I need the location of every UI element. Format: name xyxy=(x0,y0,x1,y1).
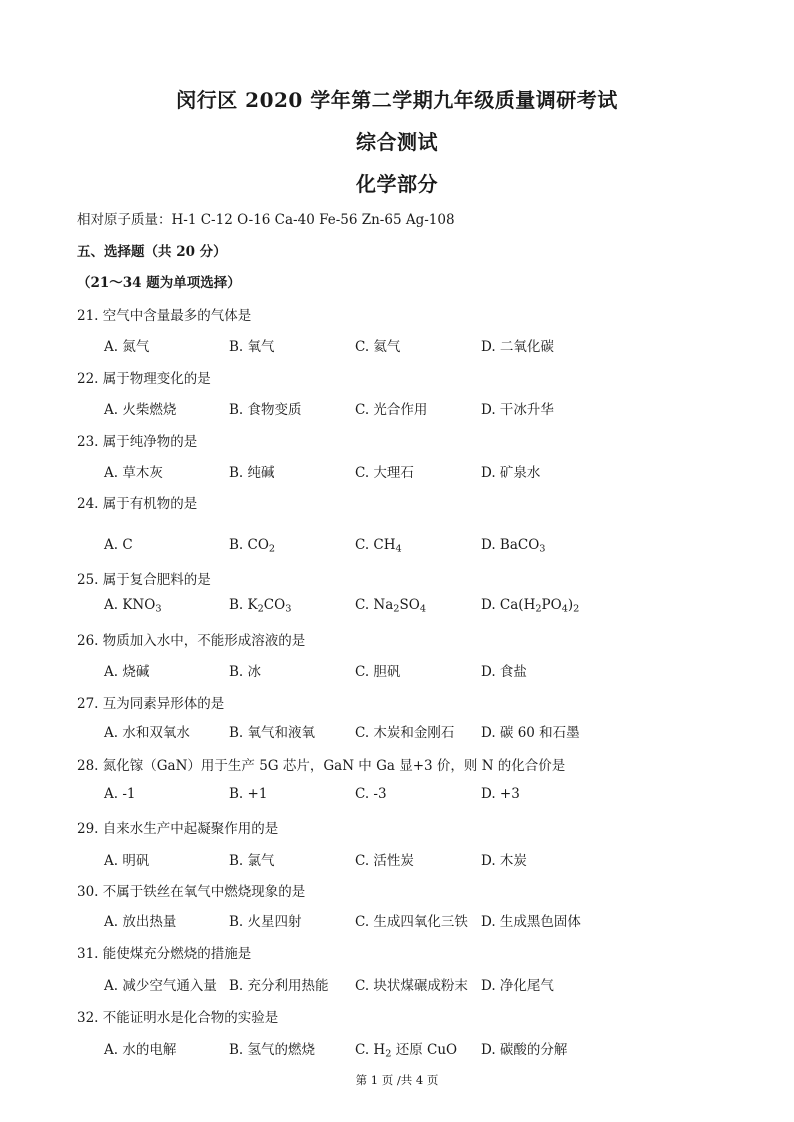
option-b: B. 充分利用热能 xyxy=(229,978,329,994)
question-options xyxy=(104,335,664,355)
option-d: D. 净化尾气 xyxy=(481,978,554,994)
question-stem: 30. 不属于铁丝在氧气中燃烧现象的是 xyxy=(77,884,306,900)
atomic-masses: 相对原子质量：H-1 C-12 O-16 Ca-40 Fe-56 Zn-65 Ag-108 xyxy=(77,212,455,228)
exam-title: 闵行区 2020 学年第二学期九年级质量调研考试 xyxy=(176,88,618,112)
option-d: D. 生成黑色固体 xyxy=(481,914,581,930)
option-c: C. 光合作用 xyxy=(355,402,428,418)
option-a: A. C xyxy=(104,537,133,553)
question-stem: 25. 属于复合肥料的是 xyxy=(77,572,211,588)
question-stem: 26. 物质加入水中，不能形成溶液的是 xyxy=(77,633,306,649)
option-a: A. 减少空气通入量 xyxy=(104,978,217,994)
question-stem: 22. 属于物理变化的是 xyxy=(77,371,211,387)
option-b: B. 氯气 xyxy=(229,853,275,869)
exam-subtitle: 综合测试 xyxy=(356,130,438,154)
option-c: C. 生成四氧化三铁 xyxy=(355,914,468,930)
option-b: B. 氢气的燃烧 xyxy=(229,1042,316,1058)
option-d: D. 食盐 xyxy=(481,664,527,680)
option-c: C. 氦气 xyxy=(355,339,401,355)
option-a: A. -1 xyxy=(104,786,136,802)
option-b: B. $CO_2$ xyxy=(229,537,276,555)
section-title: 化学部分 xyxy=(356,172,438,196)
option-b: B. 氧气和液氧 xyxy=(229,725,316,741)
option-d: D. +3 xyxy=(481,786,520,802)
option-d: D. 木炭 xyxy=(481,853,527,869)
question-stem: 32. 不能证明水是化合物的实验是 xyxy=(77,1010,279,1026)
question-options xyxy=(104,786,664,806)
option-a: A. 火柴燃烧 xyxy=(104,402,177,418)
option-a: A. 烧碱 xyxy=(104,664,150,680)
option-d: D. 碳酸的分解 xyxy=(481,1042,568,1058)
option-a: A. 水的电解 xyxy=(104,1042,177,1058)
question-options xyxy=(104,1038,664,1058)
option-c: C. 胆矾 xyxy=(355,664,401,680)
option-d: D. 矿泉水 xyxy=(481,465,541,481)
question-options xyxy=(104,849,664,869)
option-b: B. 冰 xyxy=(229,664,262,680)
option-c: C. $CH_4$ xyxy=(355,537,402,555)
question-options xyxy=(104,461,664,481)
option-a: A. 草木灰 xyxy=(104,465,163,481)
option-d: D. 干冰升华 xyxy=(481,402,554,418)
question-stem: 28. 氮化镓（GaN）用于生产 5G 芯片，GaN 中 Ga 显+3 价，则 N 的化合价是 xyxy=(77,758,566,774)
option-b: B. +1 xyxy=(229,786,268,802)
option-c: C. $H_2$ 还原 CuO xyxy=(355,1042,458,1060)
question-options xyxy=(104,597,664,617)
question-stem: 31. 能使煤充分燃烧的措施是 xyxy=(77,946,252,962)
question-options xyxy=(104,537,664,557)
option-d: D. 碳 60 和石墨 xyxy=(481,725,580,741)
option-b: B. 火星四射 xyxy=(229,914,302,930)
option-b: B. 氧气 xyxy=(229,339,275,355)
option-a: A. 氮气 xyxy=(104,339,150,355)
option-c: C. 活性炭 xyxy=(355,853,414,869)
page-footer: 第 1 页 /共 4 页 xyxy=(355,1073,439,1087)
option-b: B. 纯碱 xyxy=(229,465,275,481)
option-d: D. $Ca(H_2PO_4)_2$ xyxy=(481,597,580,615)
option-b: B. 食物变质 xyxy=(229,402,302,418)
part-heading: 五、选择题（共 20 分） xyxy=(77,244,227,260)
question-options xyxy=(104,660,664,680)
option-c: C. 块状煤碾成粉末 xyxy=(355,978,468,994)
question-stem: 21. 空气中含量最多的气体是 xyxy=(77,308,252,324)
option-a: A. $KNO_3$ xyxy=(104,597,162,615)
option-d: D. BaCO$_3$ xyxy=(481,537,546,555)
option-a: A. 放出热量 xyxy=(104,914,177,930)
question-options xyxy=(104,721,664,741)
question-options xyxy=(104,974,664,994)
question-stem: 27. 互为同素异形体的是 xyxy=(77,696,225,712)
option-c: C. $Na_2SO_4$ xyxy=(355,597,426,615)
question-stem: 29. 自来水生产中起凝聚作用的是 xyxy=(77,821,279,837)
option-c: C. -3 xyxy=(355,786,387,802)
question-options xyxy=(104,398,664,418)
question-options xyxy=(104,910,664,930)
option-a: A. 水和双氧水 xyxy=(104,725,190,741)
question-stem: 23. 属于纯净物的是 xyxy=(77,434,198,450)
option-a: A. 明矾 xyxy=(104,853,150,869)
option-c: C. 木炭和金刚石 xyxy=(355,725,455,741)
question-stem: 24. 属于有机物的是 xyxy=(77,496,198,512)
option-c: C. 大理石 xyxy=(355,465,414,481)
option-b: B. $K_2CO_3$ xyxy=(229,597,292,615)
part-subheading: （21～34 题为单项选择） xyxy=(77,275,241,291)
option-d: D. 二氧化碳 xyxy=(481,339,554,355)
